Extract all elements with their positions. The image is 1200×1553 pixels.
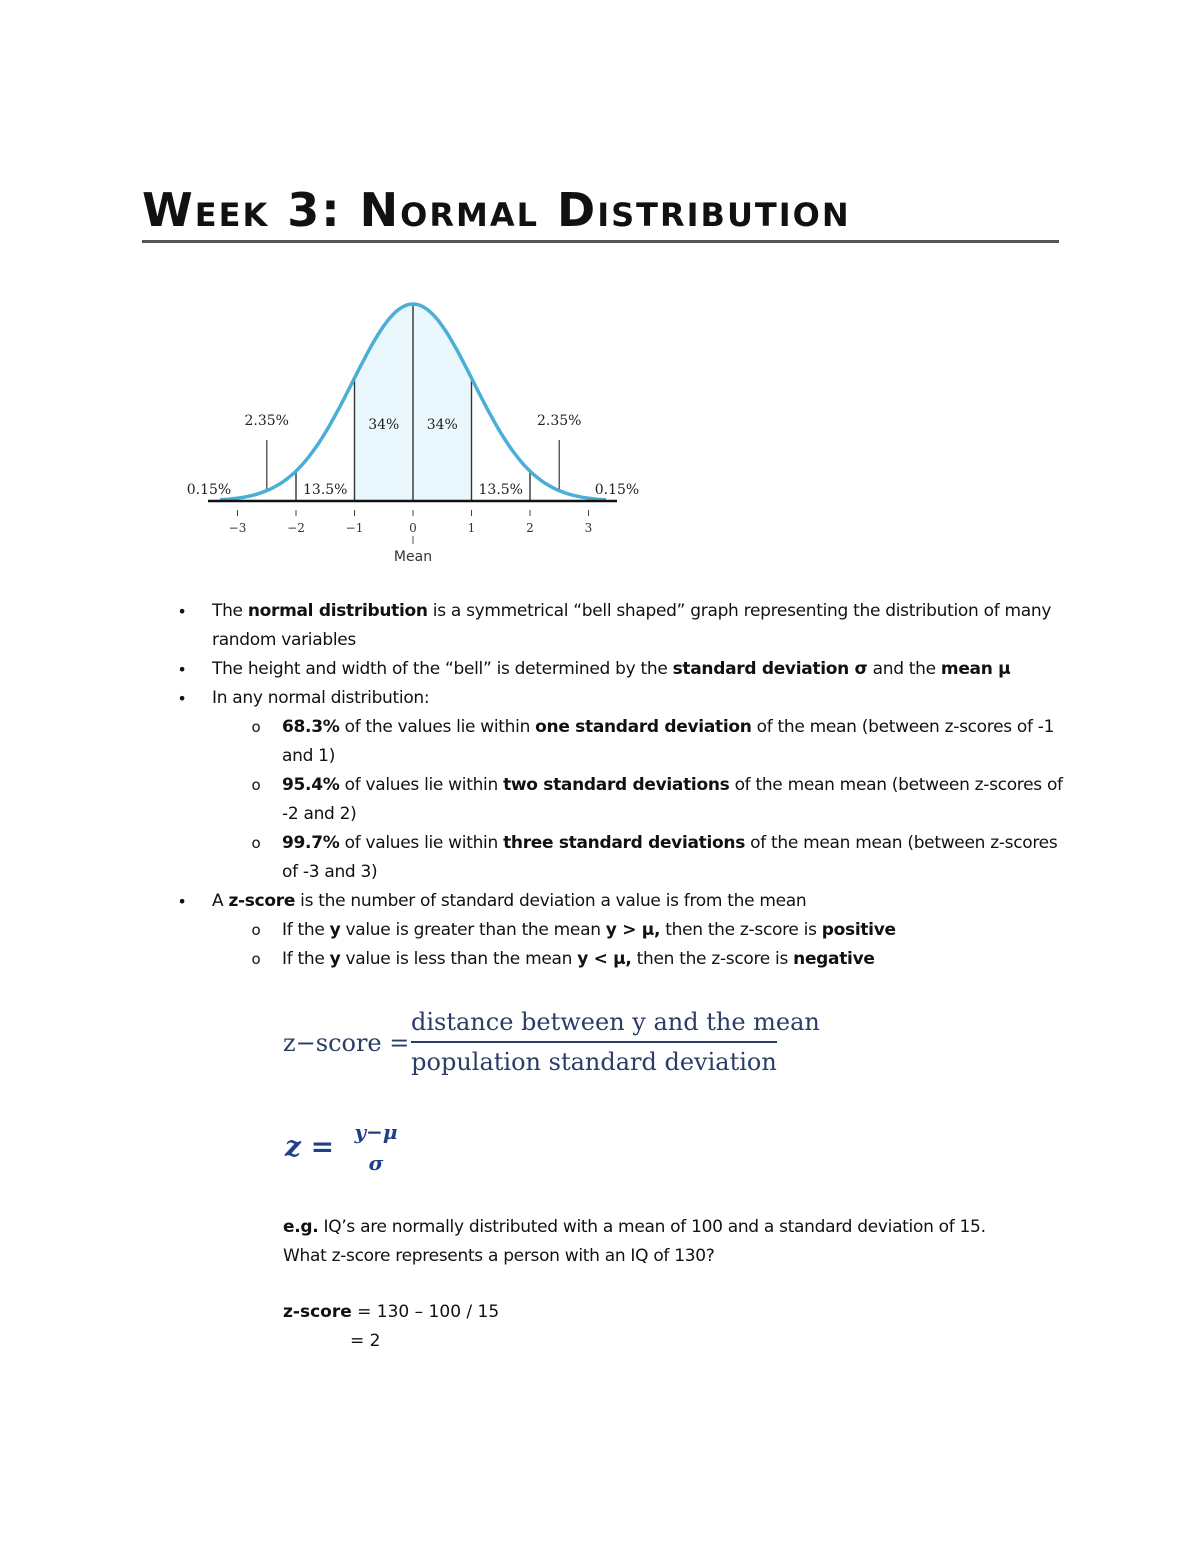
sub-bullet-one-sd: o 68.3% of the values lie within one standard deviation of the mean (between z-scores of -1 and 1) <box>172 713 1072 771</box>
sub-bullet-negative: o If the y value is less than the mean y < μ, then the z-score is negative <box>172 945 1072 974</box>
bullet-marker: • <box>177 689 187 708</box>
x-tick-label: 1 <box>467 521 476 535</box>
formula-lhs: z−score = <box>283 1029 410 1057</box>
normal-distribution-chart <box>180 290 650 580</box>
fraction-bar <box>411 1041 777 1043</box>
sub-bullet-marker: o <box>251 921 261 939</box>
sub-bullet-marker: o <box>251 834 261 852</box>
x-tick-label: −3 <box>228 521 247 535</box>
title-underline <box>142 240 1059 243</box>
x-tick-label: 0 <box>409 521 417 535</box>
notes-list <box>172 597 1072 974</box>
example-question: What z-score represents a person with an IQ of 130? <box>283 1246 715 1266</box>
bullet-marker: • <box>177 892 187 911</box>
region-percent-label: 13.5% <box>303 482 348 498</box>
mean-label: Mean <box>393 549 433 565</box>
formula-lhs: z = <box>285 1130 335 1163</box>
formula-denominator: population standard deviation <box>411 1048 777 1076</box>
region-percent-label: 0.15% <box>594 482 640 498</box>
x-tick-label: 2 <box>526 521 534 535</box>
x-tick-label: −2 <box>287 521 305 535</box>
region-percent-label: 34% <box>368 417 400 433</box>
calculation-result: = 2 <box>350 1331 381 1351</box>
region-percent-label: 34% <box>426 417 458 433</box>
sub-bullet-three-sd: o 99.7% of values lie within three standard deviations of the mean mean (between z-scores of -3 and 3) <box>172 829 1072 887</box>
bullet-height-width: • The height and width of the “bell” is determined by the standard deviation σ and the mean μ <box>172 655 1072 684</box>
formula-numerator: distance between y and the mean <box>411 1008 820 1036</box>
formula-fraction <box>411 1005 820 1079</box>
formula-fraction <box>345 1118 407 1174</box>
sub-bullet-two-sd: o 95.4% of values lie within two standard deviations of the mean mean (between z-scores of -2 and 2) <box>172 771 1072 829</box>
bullet-any-normal-distribution: • In any normal distribution: <box>172 684 1072 713</box>
bullet-z-score: • A z-score is the number of standard deviation a value is from the mean <box>172 887 1072 916</box>
example-statement: e.g. IQ’s are normally distributed with a mean of 100 and a standard deviation of 15. <box>283 1217 986 1237</box>
calculation-line-1: z-score = 130 – 100 / 15 <box>283 1302 500 1322</box>
sub-bullet-marker: o <box>251 950 261 968</box>
sub-bullet-marker: o <box>251 776 261 794</box>
formula-denominator: σ <box>368 1151 384 1175</box>
region-percent-label: 0.15% <box>186 482 232 498</box>
example-block <box>283 1213 1063 1271</box>
sub-bullet-marker: o <box>251 718 261 736</box>
region-percent-label: 2.35% <box>244 413 289 429</box>
bullet-normal-distribution: • The normal distribution is a symmetrical “bell shaped” graph representing the distribution of many random variables <box>172 597 1072 655</box>
bullet-marker: • <box>177 660 187 679</box>
region-percent-label: 2.35% <box>537 413 582 429</box>
x-tick-label: 3 <box>584 521 593 535</box>
bullet-marker: • <box>177 602 187 621</box>
x-tick-label: −1 <box>345 521 364 535</box>
sub-bullet-positive: o If the y value is greater than the mean y > μ, then the z-score is positive <box>172 916 1072 945</box>
formula-numerator: y−μ <box>354 1120 398 1144</box>
region-percent-label: 13.5% <box>478 482 523 498</box>
page-title: Week 3: Normal Distribution <box>142 183 851 237</box>
